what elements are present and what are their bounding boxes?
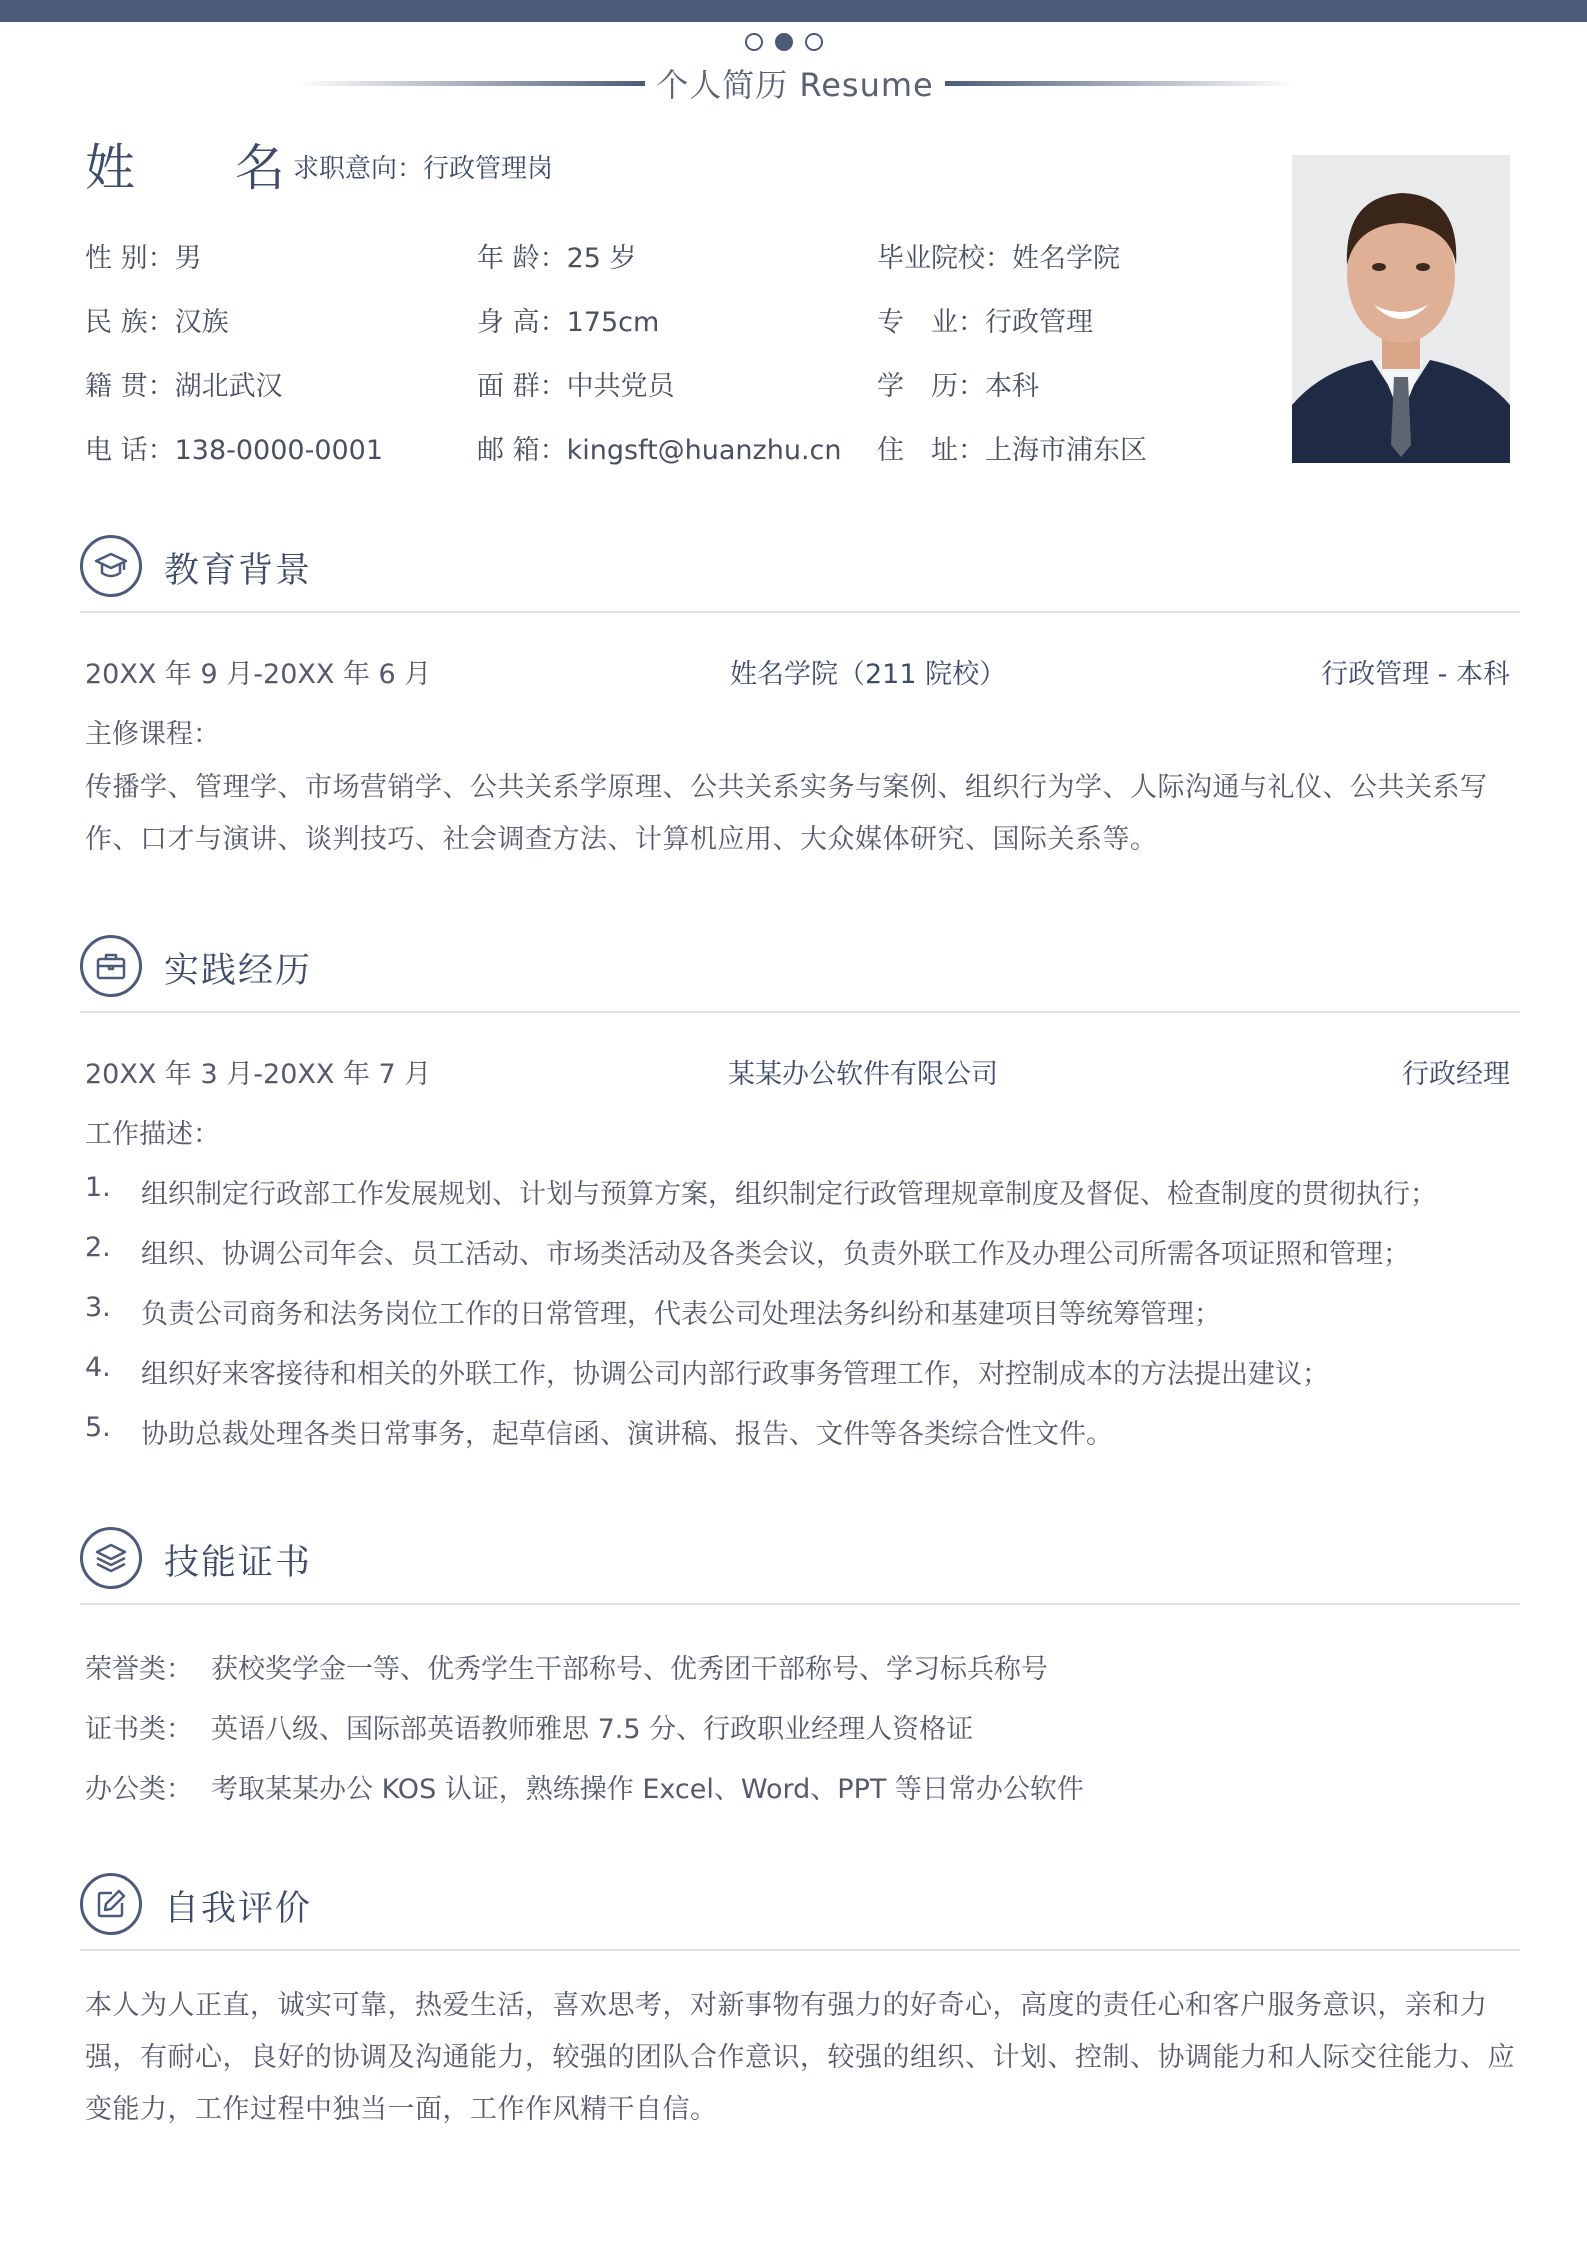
list-item-number: 1. xyxy=(85,1172,111,1203)
skill-label-honor: 荣誉类： xyxy=(85,1654,193,1685)
info-political: 面 群：中共党员 xyxy=(477,371,675,402)
graduation-cap-icon xyxy=(80,535,142,597)
info-phone: 电 话：138-0000-0001 xyxy=(85,435,384,466)
list-item-number: 4. xyxy=(85,1352,111,1383)
title-divider-right xyxy=(945,81,1295,86)
title-divider-left xyxy=(295,81,645,86)
courses-text: 传播学、管理学、市场营销学、公共关系学原理、公共关系实务与案例、组织行为学、人际沟通与礼仪、公共关系写作、口才与演讲、谈判技巧、社会调查方法、计算机应用、大众媒体研究、国际关系等。 xyxy=(85,772,1488,855)
top-accent-bar xyxy=(0,0,1587,22)
skill-label-office: 办公类： xyxy=(85,1774,193,1805)
edit-icon xyxy=(80,1873,142,1935)
info-age: 年 龄：25 岁 xyxy=(477,243,637,274)
self-eval-section-header xyxy=(80,1873,1520,1943)
practice-section-header xyxy=(80,935,1520,1005)
page-dot-active xyxy=(775,33,793,51)
briefcase-icon xyxy=(80,935,142,997)
self-eval-text: 本人为人正直，诚实可靠，热爱生活，喜欢思考，对新事物有强力的好奇心，高度的责任心和客户服务意识，亲和力强，有耐心，良好的协调及沟通能力，较强的团队合作意识，较强的组织、计划、控制、协调能力和人际交往能力、应变能力，工作过程中独当一面，工作作风精干自信。 xyxy=(85,1990,1515,2125)
info-major: 专 业：行政管理 xyxy=(877,307,1093,338)
education-title: 教育背景 xyxy=(164,551,313,591)
education-school: 姓名学院（211 院校） xyxy=(730,659,1007,690)
resume-title: 个人简历 Resume xyxy=(656,66,934,104)
list-item-number: 2. xyxy=(85,1232,111,1263)
self-eval-title: 自我评价 xyxy=(164,1889,313,1929)
list-item: 组织好来客接待和相关的外联工作，协调公司内部行政事务管理工作，对控制成本的方法提出建议； xyxy=(141,1359,1329,1390)
page-indicator xyxy=(745,30,845,54)
list-item: 负责公司商务和法务岗位工作的日常管理，代表公司处理法务纠纷和基建项目等统筹管理； xyxy=(141,1299,1221,1330)
education-section-header xyxy=(80,535,1520,605)
info-email: 邮 箱：kingsft@huanzhu.cn xyxy=(477,435,842,466)
skill-text-honor: 获校奖学金一等、优秀学生干部称号、优秀团干部称号、学习标兵称号 xyxy=(211,1654,1048,1685)
skill-text-office: 考取某某办公 KOS 认证，熟练操作 Excel、Word、PPT 等日常办公软件 xyxy=(211,1774,1084,1805)
practice-date: 20XX 年 3 月-20XX 年 7 月 xyxy=(85,1059,432,1090)
info-address: 住 址：上海市浦东区 xyxy=(877,435,1147,466)
info-school: 毕业院校：姓名学院 xyxy=(877,243,1120,274)
list-item: 组织制定行政部工作发展规划、计划与预算方案，组织制定行政管理规章制度及督促、检查制度的贯彻执行； xyxy=(141,1179,1437,1210)
work-desc-label: 工作描述： xyxy=(85,1119,220,1150)
section-divider xyxy=(80,1011,1520,1013)
info-degree: 学 历：本科 xyxy=(877,371,1039,402)
profile-photo xyxy=(1292,155,1510,463)
job-intent: 求职意向：行政管理岗 xyxy=(293,154,554,184)
education-date: 20XX 年 9 月-20XX 年 6 月 xyxy=(85,659,432,690)
page-dot xyxy=(745,33,763,51)
info-ethnicity: 民 族：汉族 xyxy=(85,307,229,338)
info-hometown: 籍 贯：湖北武汉 xyxy=(85,371,283,402)
skill-text-cert: 英语八级、国际部英语教师雅思 7.5 分、行政职业经理人资格证 xyxy=(211,1714,974,1745)
practice-company: 某某办公软件有限公司 xyxy=(728,1059,998,1090)
practice-title: 实践经历 xyxy=(164,951,313,991)
education-major: 行政管理 - 本科 xyxy=(1321,659,1510,690)
layers-icon xyxy=(80,1527,142,1589)
info-gender: 性 别：男 xyxy=(85,243,202,274)
list-item: 协助总裁处理各类日常事务，起草信函、演讲稿、报告、文件等各类综合性文件。 xyxy=(141,1419,1113,1450)
list-item: 组织、协调公司年会、员工活动、市场类活动及各类会议，负责外联工作及办理公司所需各项证照和管理； xyxy=(141,1239,1410,1270)
skill-label-cert: 证书类： xyxy=(85,1714,193,1745)
skills-title: 技能证书 xyxy=(164,1543,313,1583)
page-dot xyxy=(805,33,823,51)
courses-label: 主修课程： xyxy=(85,719,220,750)
practice-position: 行政经理 xyxy=(1402,1059,1510,1090)
list-item-number: 3. xyxy=(85,1292,111,1323)
info-height: 身 高：175cm xyxy=(477,307,660,338)
candidate-name: 姓 名 xyxy=(85,139,327,197)
skills-section-header xyxy=(80,1527,1520,1597)
section-divider xyxy=(80,611,1520,613)
section-divider xyxy=(80,1949,1520,1951)
section-divider xyxy=(80,1603,1520,1605)
list-item-number: 5. xyxy=(85,1412,111,1443)
